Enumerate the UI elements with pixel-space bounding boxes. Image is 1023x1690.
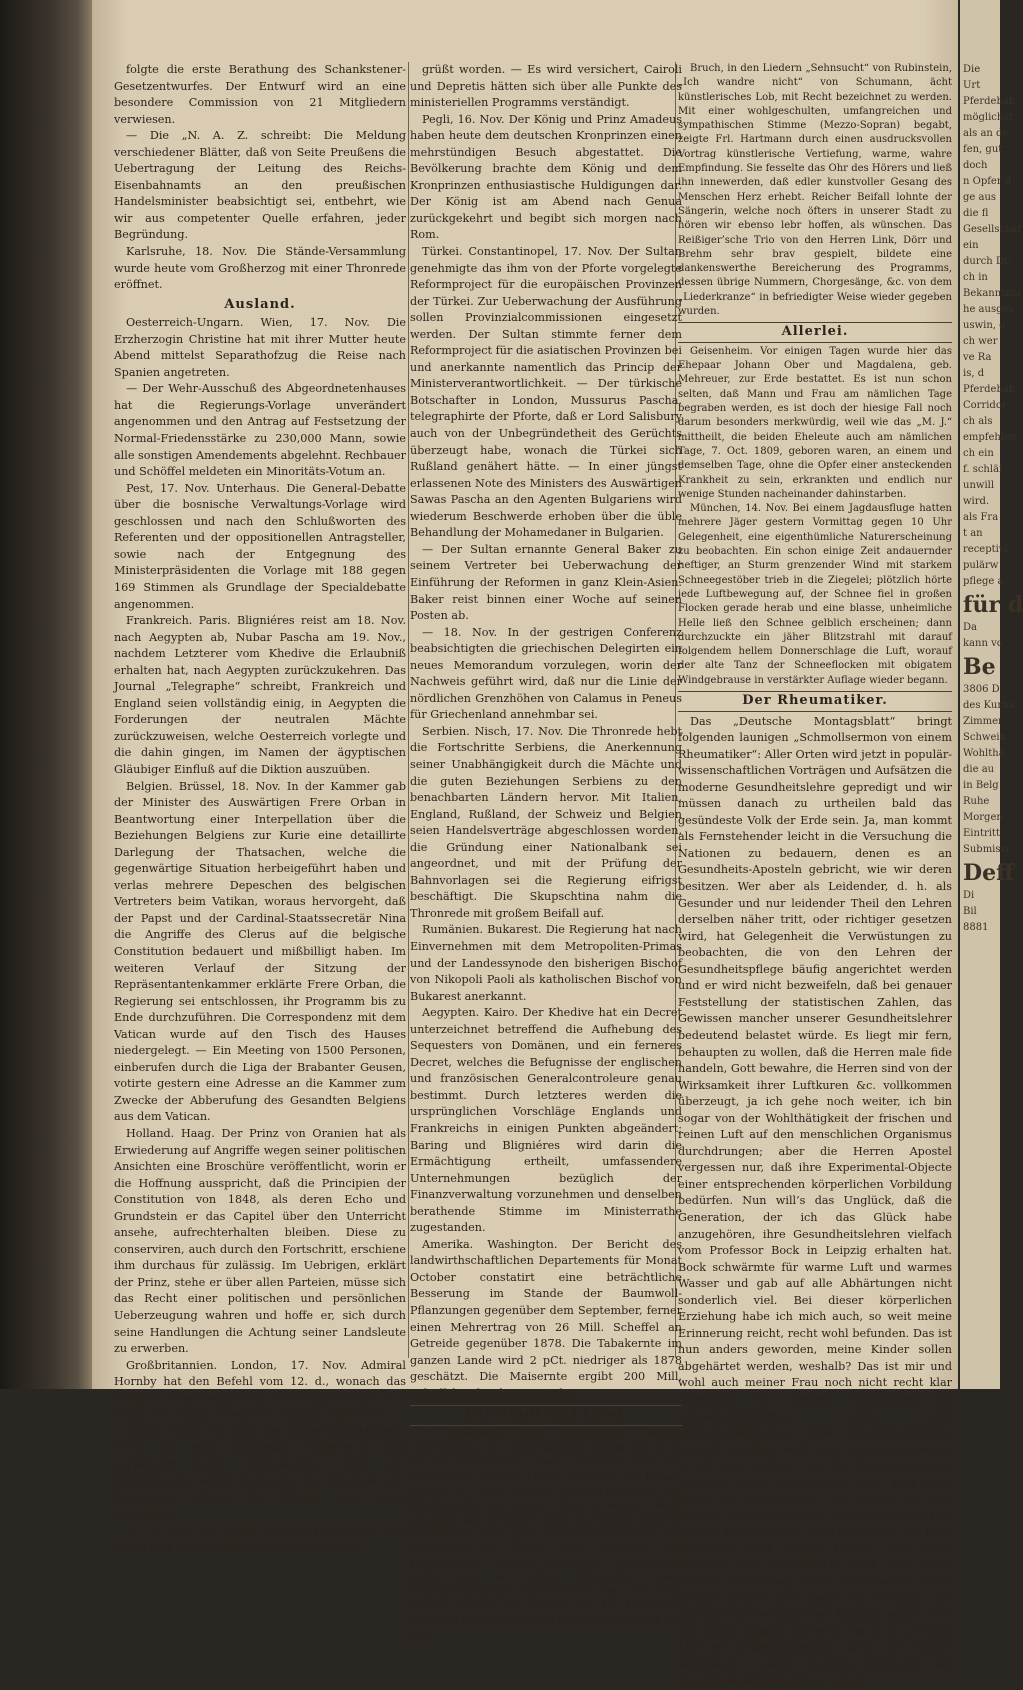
adjacent-text-fragment: pflege a	[963, 576, 1004, 587]
adjacent-text-fragment: Schwein	[963, 732, 1007, 743]
article-paragraph: — Die „N. A. Z. schreibt: Die Meldung verschiedener Blätter, daß von Seite Preußens die Uebertragung der Leitung des Reichs-Eisenbahnamts an den preußischen Handelsminister beabsichtigt sei, entbehrt, wie wir aus competenter Quelle erfahren, jeder Begründung.	[114, 129, 406, 242]
adjacent-text-fragment: die fl	[963, 208, 989, 219]
article-paragraph: — Der Sultan ernannte General Baker zu seinem Vertreter bei Ueberwachung der Einführung der Reformen in ganz Klein-Asien. Baker reist binnen einer Woche auf seinen Posten ab.	[410, 542, 682, 623]
article-paragraph: — Der Wehr-Ausschuß des Abgeordnetenhauses hat die Regierungs-Vorlage unverändert angenommen und den Antrag auf Festsetzung der Normal-Friedensstärke zu 230,000 Mann, sowie alle sonstigen Amendements abgelehnt. Rechbauer und Schöffel meldeten ein Minoritäts-Votum an.	[114, 382, 406, 479]
adjacent-text-fragment: ch ein	[963, 448, 994, 459]
article-paragraph: Frankreich. Paris. Bligniéres reist am 18. Nov. nach Aegypten ab, Nubar Pascha am 19. Nov., nachdem Letzterer vom Khedive die Erlaubniß erhalten hat, nach Aegypten zurückzukehren. Das Journal „Telegraphe“ schreibt, Frankreich und England seien vollständig einig, in Aegypten die Forderungen der neutralen Mächte zurückzuweisen, welche Oesterreich vorlegte und die dahin gingen, im Namen der ägyptischen Gläubiger Einfluß auf die Diktion auszuüben.	[114, 614, 406, 776]
article-paragraph: Amerika. Washington. Der Bericht des landwirthschaftlichen Departements für Monat October constatirt eine beträchtliche Besserung im Stande der Baumwoll-Pflanzungen gegenüber dem September, ferner einen Mehrertrag von 26 Mill. Scheffel an Getreide gegenüber 1878. Die Tabakernte im ganzen Lande wird 2 pCt. niedriger als 1878 geschätzt. Die Maisernte ergibt 200 Mill. Scheffel mehr als im Vorjahr.	[410, 1237, 682, 1400]
adjacent-text-fragment: des Kurha	[963, 700, 1015, 711]
article-paragraph: Holland. Haag. Der Prinz von Oranien hat als Erwiederung auf Angriffe wegen seiner politischen Ansichten eine Broschüre veröffentlicht, worin er die Hoffnung ausspricht, daß die Principien der Constitution von 1848, als deren Echo und Grundstein er das Capitel über den Unterricht ansehe, aufrechterhalten bleiben. Diese zu conserviren, auch durch den Fortschritt, erschiene ihm durchaus für zulässig. Im Uebrigen, erklärt der Prinz, stehe er über allen Parteien, müsse sich das Recht einer politischen und persönlichen Ueberzeugung wahren und hoffe er, sich durch seine Handlungen die Achtung seiner Landsleute zu erwerben.	[114, 1127, 406, 1356]
adjacent-text-fragment: ve Ra	[963, 352, 992, 363]
article-paragraph: grüßt worden. — Es wird versichert, Cairoli und Depretis hätten sich über alle Punkte des ministeriellen Programms verständigt.	[410, 63, 682, 110]
article-paragraph: Türkei. Constantinopel, 17. Nov. Der Sultan genehmigte das ihm von der Pforte vorgelegte Reformproject für die europäischen Provinzen der Türkei. Zur Ueberwachung der Ausführung sollen Provinzialcommissionen eingesetzt werden. Der Sultan stimmte ferner dem Reformproject für die asiatischen Provinzen bei und anerkannte namentlich das Princip der Ministerverantwortlichkeit. — Der türkische Botschafter in London, Mussurus Pascha, telegraphirte der Pforte, daß er Lord Salisbury auch von der Unbegründetheit des Gerüchts überzeugt habe, wonach die Türkei sich Rußland genähert hätte. — In einer jüngst erlassenen Note des Ministers des Auswärtigen Sawas Pascha an den Agenten Bulgariens wird wiederum Beschwerde erhoben über die üble Behandlung der Mohamedaner in Bulgarien.	[410, 245, 682, 540]
article-paragraph: Serbien. Nisch, 17. Nov. Die Thronrede hebt die Fortschritte Serbiens, die Anerkennung seiner Unabhängigkeit durch die Mächte und die guten Beziehungen Serbiens zu den benachbarten Ländern hervor. Mit Italien, England, Rußland, der Schweiz und Belgien seien Handelsverträge abgeschlossen worden, die Gründung einer Nationalbank sei angeordnet, und mit der Prüfung der Bahnvorlagen sei die Regierung eifrigst beschäftigt. Die Skupschtina nahm die Thronrede mit großem Beifall auf.	[410, 724, 682, 920]
section-heading-ausland: Ausland.	[224, 296, 296, 312]
adjacent-text-fragment: durch Dr.	[963, 256, 1011, 267]
adjacent-text-fragment: ch in	[963, 272, 988, 283]
column-3	[678, 62, 952, 1688]
adjacent-text-fragment: uswin, o	[963, 320, 1006, 331]
adjacent-heading-fragment: Be	[963, 654, 996, 680]
adjacent-text-fragment: Di	[963, 890, 975, 901]
adjacent-text-fragment: Wohlthä	[963, 748, 1005, 759]
article-paragraph: Bruch, in den Liedern „Sehnsucht“ von Rubinstein, „Ich wandre nicht“ von Schumann, ächt künstlerisches Lob, mit Recht bezeichnet zu werden. Mit einer wohlgeschulten, umfangreichen und sympathischen Stimme (Mezzo-Sopran) begabt, zeigte Frl. Hartmann durch einen ausdrucksvollen Vortrag künstlerische Vertiefung, warme, wahre Empfindung. Sie fesselte das Ohr des Hörers und ließ ihn innewerden, daß edler kunstvoller Gesang des Menschen Herz erhebt. Reicher Beifall lohnte der Sängerin, welche noch öfters in unserer Stadt zu hören wir ebenso lebr hoffen, als wünschen. Das Reißiger’sche Trio von den Herren Link, Dörr und Brehm sehr brav gespielt, bildete eine dankenswerthe Bereicherung des Programms, dessen übrige Nummern, Chorgesänge, &c. von dem „Liederkranze“ in befriedigter Weise wieder gegeben wurden.	[678, 63, 952, 318]
article-paragraph: — 18. Nov. In der gestrigen Conferenz beabsichtigten die griechischen Delegirten ein neues Memorandum vorzulegen, worin der Nachweis geführt wird, daß nur die Linie der nördlichen Grenzhöhen von Calamus in Peneus für Griechenland annehmbar sei.	[410, 625, 682, 722]
adjacent-text-fragment: he ausges	[963, 304, 1014, 315]
section-heading-stadt-und-land: Aus Stadt und Land.	[410, 1405, 682, 1426]
article-paragraph: Belgien. Brüssel, 18. Nov. In der Kammer gab der Minister des Auswärtigen Frere Orban in Beantwortung einer Interpellation über die Beziehungen Belgiens zur Kurie eine detaillirte Darlegung der Thatsachen, welche die gegenwärtige Situation herbeigeführt haben und verlas mehrere Depeschen des belgischen Vertreters beim Vatikan, woraus hervorgeht, daß der Papst und der Cardinal-Staatssecretär Nina die Angriffe des Clerus auf die belgische Constitution bedauert und mißbilligt haben. Im weiteren Verlauf der Sitzung der Repräsentantenkammer erklärte Frere Orban, die Regierung sei entschlossen, ihr Programm bis zu Ende durchzuführen. Die Correspondenz mit dem Vatican wurde auf den Tisch des Hauses niedergelegt. — Ein Meeting von 1500 Personen, einberufen durch die Liga der Brabanter Geusen, votirte gestern eine Adresse an die Kammer zum Zwecke der Abberufung des Gesandten Belgiens aus dem Vatican.	[114, 779, 406, 1124]
adjacent-text-fragment: die au	[963, 764, 995, 775]
adjacent-text-fragment: wird.	[963, 496, 990, 507]
article-paragraph: r. Friedberg. Die musikalische Abend-Unterhaltung des „Liederkranzes“ welche am 16. d. M. im Trapp’schen Saale stattfand, gab uns Gelegenheit, Fräulein Louise Hartmann von Hanau, welche in dem letzten Kirchen-Concerte des Musikvereins zum ersten Male in unserer Stadt gesungen und gewiß bei Allen, die diesem Concerte beiwohnten, einen guten Eindruck hinterlassen hat, neuerdings zu hören. Dem Vorstand des Liederkranzes gebührt öffentliche Anerkennung dafür, daß er seinen Mitgliedern einen außergewöhnlichen Genuß bereitet hat. Den Anlaß solcher verdient der Vortrag des Frl. Hartmann, welche in dem Recitativ und Gebet aus Odysseus von Max	[410, 1428, 682, 1640]
article-paragraph: Karlsruhe, 18. Nov. Die Stände-Versammlung wurde heute vom Großherzog mit einer Thronrede eröffnet.	[114, 245, 406, 292]
adjacent-text-fragment: ein	[963, 240, 979, 251]
adjacent-heading-fragment: für d	[963, 592, 1023, 618]
adjacent-text-fragment: Urt	[963, 80, 981, 91]
adjacent-heading-fragment: Deff	[963, 860, 1015, 886]
article-paragraph: Pest, 17. Nov. Unterhaus. Die General-Debatte über die bosnische Verwaltungs-Vorlage wird geschlossen und nach den Schlußworten des Referenten und der oppositionellen Antragsteller, sowie nach der Entgegnung des Ministerpräsidenten die Vorlage mit 188 gegen 169 Stimmen als Grundlage der Specialdebatte angenommen.	[114, 481, 406, 611]
adjacent-text-fragment: Pferdebah	[963, 96, 1016, 107]
adjacent-page-text	[960, 0, 1023, 936]
newspaper-page	[92, 0, 958, 1688]
adjacent-text-fragment: t an	[963, 528, 983, 539]
adjacent-text-fragment: n Opfer d	[963, 176, 1012, 187]
adjacent-text-fragment: pulärw	[963, 560, 999, 571]
adjacent-text-fragment: in Belg	[963, 780, 999, 791]
article-paragraph: München, 14. Nov. Bei einem Jagdausfluge hatten mehrere Jäger gestern Vormittag gegen 10 Uhr Gelegenheit, eine eigenthümliche Naturerscheinung zu beobachten. Ein schon einige Zeit andauernder heftiger, an Sturm grenzender Wind mit starkem Schneegestöber trieb in die Ziegelei; plötzlich hörte jede Luftbewegung auf, der Schnee fiel in großen Flocken gerade herab und eine blasse, unheimliche Helle ließ den Schnee gelblich erscheinen; dann durchzuckte ein jäher Blitzstrahl mit darauf folgendem hellem Donnerschlage die Luft, worauf der alte Tanz der Schneeflocken mit obigatem Windgebrause in verstärkter Auflage wieder begann.	[678, 503, 952, 686]
adjacent-text-fragment: Bil	[963, 906, 977, 917]
article-paragraph: Italien. Rom, 16. Nov. Der Unterrichts-Minister Perez hat seine Demission eingereicht und verweigert deren Zurücknahme trotz der Vorstellungen seiner Collegen. Die Annahme der Demission seitens des Königs wird noch bezweifelt.	[114, 1424, 406, 1521]
adjacent-text-fragment: Gesellschaf	[963, 224, 1022, 235]
adjacent-text-fragment: receptivi	[963, 544, 1008, 555]
adjacent-text-fragment: Bekanntma	[963, 288, 1021, 299]
adjacent-text-fragment: Ruhe	[963, 796, 990, 807]
adjacent-text-fragment: Die	[963, 64, 981, 75]
article-paragraph: Rumänien. Bukarest. Die Regierung hat nach Einvernehmen mit dem Metropoliten-Primas und der Landessynode den bisherigen Bischof von Nikopoli Paoli als katholischen Bischof von Bukarest anerkannt.	[410, 923, 682, 1003]
article-paragraph: — 17. Nov. Der König und Prinz Amadeus sind heute hier eingetroffen und mit Zurufen be-	[114, 1524, 406, 1554]
adjacent-text-fragment: möglichst	[963, 112, 1013, 123]
adjacent-text-fragment: Corridor	[963, 400, 1007, 411]
article-paragraph: Das „Deutsche Montagsblatt“ bringt folgenden launigen „Schmollsermon von einem Rheumatiker“: Aller Orten wird jetzt in populär-wissenschaftlichen Vorträgen und Aufsätzen die moderne Gesundheitslehre gepredigt und wir müssen danach zu urtheilen bald das gesündeste Volk der Erde sein. Ja, man kommt als Fernstehender leicht in die Versuchung die Nationen zu bedauern, denen es an Gesundheits-Aposteln gebricht, wie wir deren besitzen. Wer aber als Leidender, d. h. als Gesunder und nur leidender Theil den Lehren derselben näher tritt, oder richtiger gesetzen wird, hat Gelegenheit die Verwüstungen zu beobachten, die von den Lehren der Gesundheitspflege bäufig angerichtet werden und er wird nicht bezweifeln, daß bei genauer Feststellung der statistischen Zahlen, das Gewissen mancher unserer Gesundheitslehrer bedeutend belastet würde. Es liegt mir fern, behaupten zu wollen, daß die Herren male fide handeln, Gott bewahre, die Herren sind von der Wirksamkeit ihrer Luftkuren &c. vollkommen überzeugt, ja ich gehe noch weiter, ich bin sogar von der Wohlthätigkeit der frischen und reinen Luft auf den menschlichen Organismus durchdrungen; aber die Herren Apostel vergessen nur, daß ihre Experimental-Objecte einer entsprechenden körperlichen Vorbildung bedürfen. Nun will’s das Unglück, daß die Generation, der ich das Glück habe anzugehören, ihre Gesundheitslehren vielfach vom Professor Bock in Leipzig erhalten hat. Bock schwärmte für warme Luft und warmes Wasser und gab auf alle Abhärtungen nicht sonderlich viel. Bei dieser körperlichen Erziehung habe ich mich auch, so weit meine Erinnerung reicht, recht wohl befunden. Das ist nun anders geworden, meine Kinder sollen abgehärtet werden, weshalb? Das ist mir und wohl auch meiner Frau noch nicht recht klar geworden. Da werden Vorlesungen im „wissenschaftlichen“, „Lette-“ oder „Handwerkerverein“ über Gesundheitspflege besucht und dann wird alles Gehörte brühwarm — ach nein, eiskalt — an den Kindern und mir versucht. Diese Vorlesungen sind aber noch nicht das Schlimmste; oft gelingt es mir, meinem Frauchen klar zu machen, daß sie sich verhört haben müsse: „das kann doch der Herr Professor nicht gesagt haben“, und dann kommen wir gewöhnlich noch mit einer leichten Erkältung davon. Was wollen diese kleinen Leiden aber gegen die Wirkung der populärwissenschaftlichen Aufsätze sagen, hier hat man’s schwarz auf weiß vor sich: „Frische Luft ist Lebensbelement, sorgt für stetige Ventilation.“ „Wenn mehrere Menschen bei geschlossenen Fenstern in einem	[678, 714, 952, 1688]
adjacent-text-fragment: Pferdebah	[963, 384, 1016, 395]
adjacent-text-fragment: Submissi	[963, 844, 1009, 855]
adjacent-text-fragment: als an de	[963, 128, 1009, 139]
adjacent-text-fragment: is, d	[963, 368, 985, 379]
adjacent-text-fragment: unwill	[963, 480, 995, 491]
column-divider	[408, 62, 409, 1358]
adjacent-text-fragment: ch als	[963, 416, 993, 427]
article-paragraph: Großbritannien. London, 17. Nov. Admiral Hornby hat den Befehl vom 12. d., wonach das britische Geschwader sich bereit halten sollte, in 4 Tagen von Malta ostwärts zu segeln, widerrufen.	[114, 1358, 406, 1422]
section-heading-allerlei: Allerlei.	[678, 322, 952, 343]
article-paragraph: Pegli, 16. Nov. Der König und Prinz Amadeus haben heute dem deutschen Kronprinzen einen mehrstündigen Besuch abgestattet. Die Bevölkerung brachte dem König und dem Kronprinzen enthusiastische Huldigungen dar. Der König ist am Abend nach Genua zurückgekehrt und begibt sich morgen nach Rom.	[410, 112, 682, 242]
adjacent-text-fragment: empfehlen	[963, 432, 1017, 443]
adjacent-text-fragment: Morgen	[963, 812, 1003, 823]
adjacent-text-fragment: ch wer	[963, 336, 998, 347]
adjacent-text-fragment: f. schläf	[963, 464, 1003, 475]
adjacent-text-fragment: ge aus	[963, 192, 997, 203]
adjacent-text-fragment: doch	[963, 160, 988, 171]
adjacent-text-fragment: kann vo	[963, 638, 1003, 649]
adjacent-text-fragment: 8881	[963, 922, 989, 933]
adjacent-text-fragment: Eintritt	[963, 828, 1000, 839]
book-binding	[0, 0, 92, 1389]
adjacent-page-edge	[958, 0, 1023, 1389]
adjacent-text-fragment: als Fra	[963, 512, 999, 523]
adjacent-text-fragment: Zimmer	[963, 716, 1003, 727]
adjacent-text-fragment: 3806 D	[963, 684, 1000, 695]
adjacent-text-fragment: fen, gut,	[963, 144, 1006, 155]
article-paragraph: Aegypten. Kairo. Der Khedive hat ein Decret unterzeichnet betreffend die Aufhebung des Sequesters von Domänen, und ein ferneres Decret, welches die Befugnisse der englischen und französischen Generalcontroleure genau bestimmt. Durch letzteres werden die ursprünglichen Vorschläge Englands und Frankreichs in einigen Punkten abgeändert; Baring und Bligniéres wird darin die Ermächtigung ertheilt, umfassendere Unternehmungen bezüglich der Finanzverwaltung vorzunehmen und denselben berathende Stimme im Ministerrathe zugestanden.	[410, 1006, 682, 1235]
column-1	[114, 62, 406, 1554]
column-2	[410, 62, 682, 1640]
adjacent-text-fragment: Da	[963, 622, 977, 633]
section-heading-rheumatiker: Der Rheumatiker.	[678, 691, 952, 712]
article-paragraph: folgte die erste Berathung des Schankstener-Gesetzentwurfes. Der Entwurf wird an eine besondere Commission von 21 Mitgliedern verwiesen.	[114, 63, 406, 126]
article-paragraph: Oesterreich-Ungarn. Wien, 17. Nov. Die Erzherzogin Christine hat mit ihrer Mutter heute Abend mittelst Separathofzug die Reise nach Spanien angetreten.	[114, 316, 406, 379]
article-paragraph: Geisenheim. Vor einigen Tagen wurde hier das Ehepaar Johann Ober und Magdalena, geb. Mehreuer, zur Erde bestattet. Es ist nun schon selten, daß Mann und Frau am nämlichen Tage begraben werden, es ist doch der hiesige Fall noch darum besonders merkwürdig, weil wie das „M. J.“ mittheilt, die beiden Eheleute auch am nämlichen Tage, 7. Oct. 1809, geboren waren, an einem und demselben Tage, ohne die Opfer einer ansteckenden Krankheit zu sein, erkrankten und endlich nur wenige Stunden nacheinander dahinstarben.	[678, 345, 952, 500]
